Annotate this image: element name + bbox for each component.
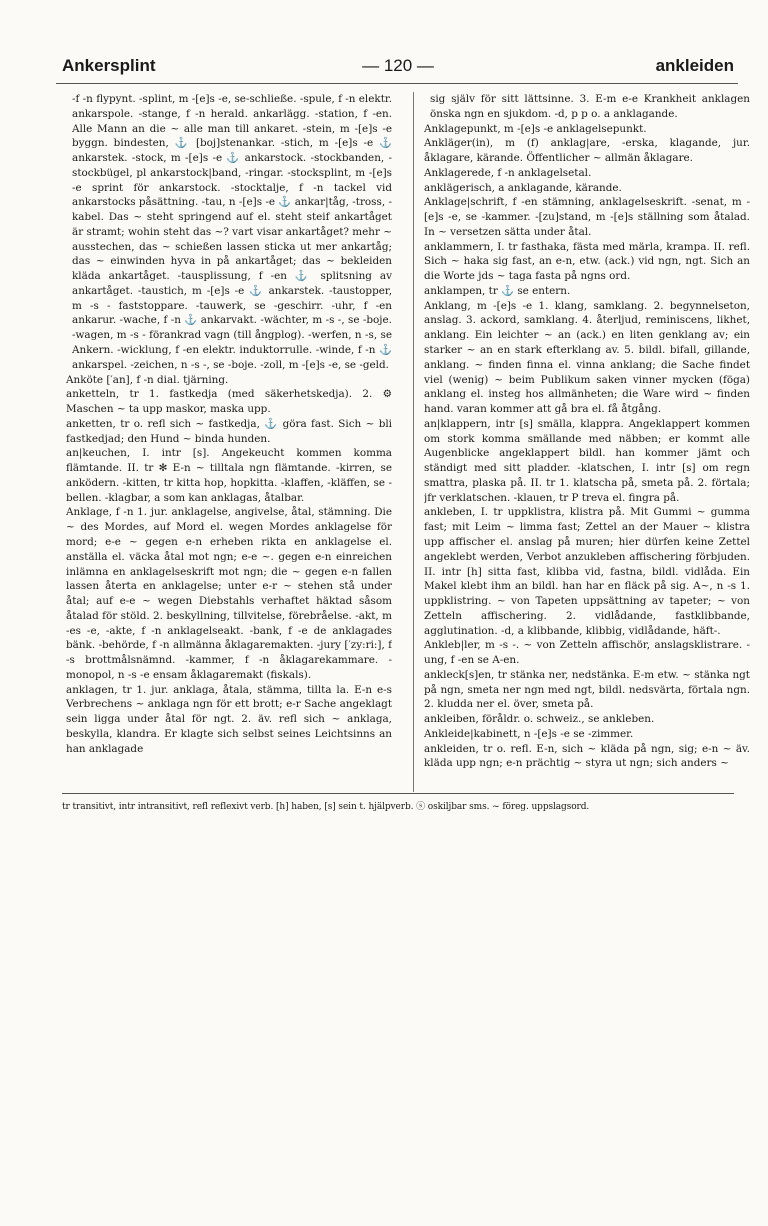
dictionary-entry: anklammern, I. tr fasthaka, fästa med märla, krampa. II. refl. Sich ~ haka sig fast, an e-n, etw. (ack.) vid ngn, ngt. Sich an die Worte jds ~ taga fasta på ngns ord. — [424, 240, 750, 283]
dictionary-entry: anketten, tr o. refl sich ~ fastkedja, ⚓ göra fast. Sich ~ bli fastkedjad; den Hund ~ binda hunden. — [66, 417, 392, 445]
dictionary-entry: Anklang, m -[e]s -e 1. klang, samklang. 2. begynnelseton, anslag. 3. ackord, samklang. 4. återljud, reminiscens, likhet, anklang. Ein leichter ~ an (ack.) en liten genklang av; ein starker ~ an en stark efterklang av. 5. bildl. bifall, gillande, anklang. ~ finden finna el. vinna anklang; die Sache findet viel (wenig) ~ beim Publikum saken vinner mycken (föga) anklang el. insteg hos allmänheten; die Ware wird ~ finden hand. varan kommer att gå bra el. få åtgång. — [424, 299, 750, 416]
header-rule — [56, 83, 738, 84]
page-header — [62, 56, 734, 80]
dictionary-entry: anketteln, tr 1. fastkedja (med säkerhetskedja). 2. ⚙ Maschen ~ ta upp maskor, maska upp. — [66, 388, 392, 416]
dictionary-entry: an|klappern, intr [s] smälla, klappra. Angeklappert kommen om stork komma smällande med näbben; er kommt alle Augenblicke angeklappert bildl. han kommer jämt och ständigt med sitt pladder. -klatschen, I. intr [s] om regn smattra, plaska på. II. tr 1. klatscha på, smeta på. 2. förtala; jfr verklatschen. -klauen, tr P treva el. fingra på. — [424, 417, 750, 504]
dictionary-entry: Ankleb|ler, m -s -. ~ von Zetteln affischör, anslagsklistrare. -ung, f -en se A-en. — [424, 639, 750, 667]
dictionary-entry: Ankläger(in), m (f) anklag|are, -erska, klagande, jur. åklagare, kärande. Öffentlicher ~ allmän åklagare. — [424, 137, 750, 165]
left-column — [66, 92, 392, 792]
dictionary-entry: anklägerisch, a anklagande, kärande. — [424, 181, 622, 194]
dictionary-entry: ankleiben, föråldr. o. schweiz., se ankleben. — [424, 713, 655, 726]
dictionary-entry: anklampen, tr ⚓ se entern. — [424, 284, 571, 297]
blank-page-area — [0, 818, 768, 1226]
dictionary-entry: an|keuchen, I. intr [s]. Angekeucht kommen komma flämtande. II. tr ✻ E-n ~ tilltala ngn flämtande. -kirren, se anködern. -kitten, tr kitta hop, hopkitta. -klaffen, -kläffen, se -bellen. -klagbar, a som kan anklagas, åtalbar. — [66, 447, 392, 504]
dictionary-entry: ankleck[s]en, tr stänka ner, nedstänka. E-m etw. ~ stänka ngt på ngn, smeta ner ngn med ngt, bildl. nedsvärta, förtala ngn. 2. kludda ner el. över, smeta på. — [424, 668, 750, 711]
header-right-guideword: ankleiden — [655, 56, 734, 75]
dictionary-entry: Ankleide|kabinett, n -[e]s -e se -zimmer. — [424, 727, 634, 740]
dictionary-entry: Anklage, f -n 1. jur. anklagelse, angivelse, åtal, stämning. Die ~ des Mordes, auf Mord el. wegen Mordes anklagelse för mord; e-e ~ gegen e-n erheben rikta en anklagelse el. anställa el. väcka åtal mot ngn; e-e ~. gegen e-n einreichen inlämna en anklagelseskrift mot ngn; die ~ gegen e-n fallen lassen återta en anklagelse; unter e-r ~ stehen stå under åtal; auf e-e ~ wegen Diebstahls verhaftet häktad såsom åtalad för stöld. 2. beskyllning, tillvitelse, förebråelse. -akt, m -es -e, -akte, f -n anklagelseakt. -bank, f -e de anklagades bänk. -behörde, f -n allmänna åklagaremakten. -jury [′zy:ri:], f -s brottmålsnämnd. -kammer, f -n åklagarekammare. -monopol, n -s -e ensam åklagaremakt (fiskals). — [66, 506, 392, 681]
dictionary-entry: ankleben, I. tr uppklistra, klistra på. Mit Gummi ~ gumma fast; mit Leim ~ limma fast; Zettel an der Mauer ~ klistra upp affischer el. anslag på muren; hier dürfen keine Zettel angeklebt werden, Verbot anzukleben affischering förbjuden. II. intr [h] sitta fast, klibba vid, fastna, bildl. vidlåda. Ein Makel klebt ihm an bildl. han har en fläck på sig. A~, n -s 1. uppklistring. ~ von Tapeten uppsättning av tapeter; ~ von Zetteln affischering. 2. vidlådande, fastklibbande, agglutination. -d, a klibbande, klibbig, vidlådande, häft-. — [424, 506, 750, 637]
dictionary-entry: Anklagerede, f -n anklagelsetal. — [424, 166, 592, 179]
dictionary-entry: sig själv för sitt lättsinne. 3. E-m e-e Krankheit anklagen önska ngn en sjukdom. -d, p p o. a anklagande. — [430, 93, 750, 120]
page-number: — 120 — — [362, 56, 434, 75]
dictionary-entry: anklagen, tr 1. jur. anklaga, åtala, stämma, tillta la. E-n e-s Verbrechens ~ anklaga ngn för ett brott; e-r Sache angeklagt sein ligga under åtal för ngt. 2. äv. refl sich ~ anklaga, beskylla, klandra. Er klagte sich selbst seines Leichtsinns an han anklagade — [66, 683, 392, 755]
right-column — [424, 92, 750, 792]
dictionary-entry: Anklage|schrift, f -en stämning, anklagelseskrift. -senat, m -[e]s -e, se -kammer. -[zu]stand, m -[e]s ställning som åtalad. In ~ versetzen sätta under åtal. — [424, 196, 750, 238]
footer-rule — [62, 793, 734, 794]
abbreviation-legend: tr transitivt, intr intransitivt, refl reflexivt verb. [h] haben, [s] sein t. hjälpverb. ⓢ oskiljbar sms. ~ föreg. uppslagsord. — [62, 802, 590, 812]
dictionary-entry: -f -n flypynt. -splint, m -[e]s -e, se-schließe. -spule, f -n elektr. ankarspole. -stange, f -n herald. ankarlägg. -station, f -en. Alle Mann an die ~ alle man till ankaret. -stein, m -[e]s -e byggn. bindesten, ⚓ [boj]stenankar. -stich, m -[e]s -e ⚓ ankarstek. -stock, m -[e]s -e ⚓ ankarstock. -stockbanden, -stockbügel, pl ankarstock|band, -ringar. -stocksplint, m -[e]s -e sprint för ankarstock. -stocktalje, f -n tackel vid ankarstocks påsättning. -tau, n -[e]s -e ⚓ ankar|tåg, -tross, -kabel. Das ~ steht springend auf el. steht steif ankartåget är stramt; wohin steht das ~? vart visar ankartåget? mehr ~ ausstechen, das ~ schießen lassen sticka ut mer ankartåg; das ~ einwinden hyva in på ankartåget; das ~ bekleiden kläda ankartåget. -tausplissung, f -en ⚓ splitsning av ankartåget. -taustich, m -[e]s -e ⚓ ankarstek. -taustopper, m -s - faststoppare. -tauwerk, se -geschirr. -uhr, f -en ankarur. -wache, f -n ⚓ ankarvakt. -wächter, m -s -, se -boje. -wagen, m -s - förankrad vagn (till ångplog). -werfen, n -s, se Ankern. -wicklung, f -en elektr. induktorrulle. -winde, f -n ⚓ ankarspel. -zeichen, n -s -, se -boje. -zoll, m -[e]s -e, se -geld. — [72, 93, 392, 371]
dictionary-entry: Anklagepunkt, m -[e]s -e anklagelsepunkt. — [424, 122, 647, 135]
dictionary-entry: ankleiden, tr o. refl. E-n, sich ~ kläda på ngn, sig; e-n ~ äv. kläda upp ngn; e-n prächtig ~ styra ut ngn; sich anders ~ — [424, 742, 750, 770]
dictionary-entry: Anköte [′an], f -n dial. tjärning. — [66, 373, 229, 386]
header-left-guideword: Ankersplint — [62, 56, 156, 75]
column-divider — [413, 92, 414, 792]
